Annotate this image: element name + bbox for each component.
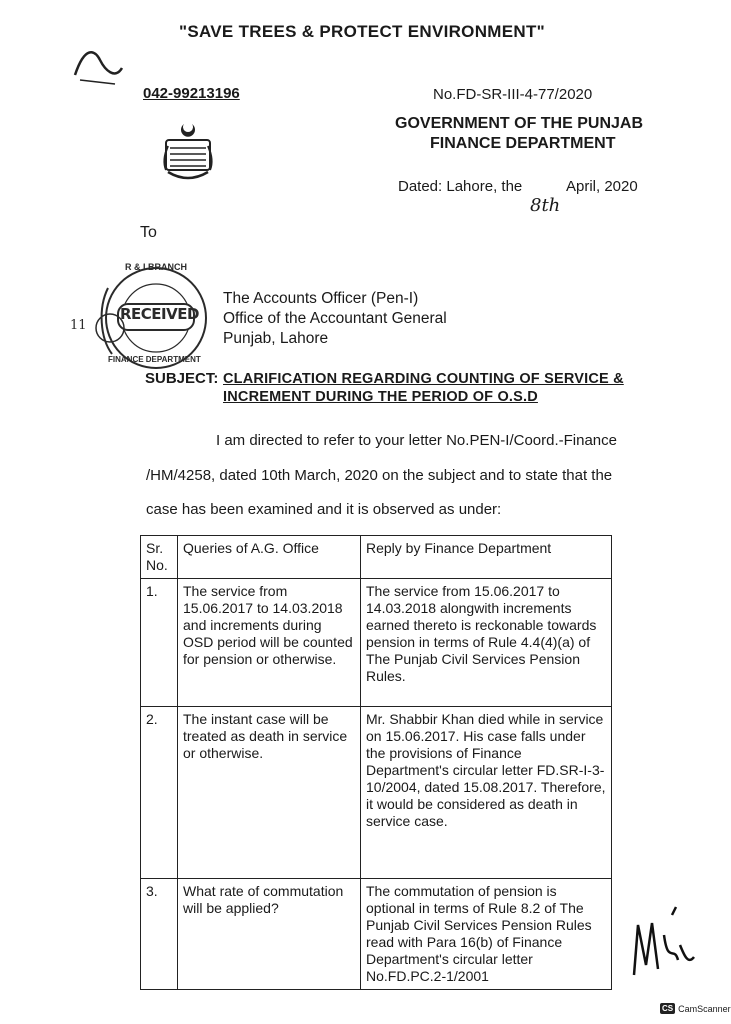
row-sr-no: 3. <box>141 879 178 990</box>
office-phone-number: 042-99213196 <box>143 85 240 102</box>
table-row <box>141 707 612 879</box>
table-row <box>141 879 612 990</box>
row-sr-no: 2. <box>141 707 178 879</box>
subject-line-2: INCREMENT DURING THE PERIOD OF O.S.D <box>223 389 538 405</box>
row-reply: The commutation of pension is optional in terms of Rule 8.2 of The Punjab Civil Services Pension Rules read with Para 16(b) of Finance Department's circular letter No.FD.PC.2-1/2001 <box>361 879 612 990</box>
camscanner-watermark <box>660 1003 731 1014</box>
handwritten-scribble-icon <box>70 40 130 90</box>
letter-reference-number: No.FD-SR-III-4-77/2020 <box>433 86 593 103</box>
header-sr-no: Sr. No. <box>141 536 178 579</box>
row-sr-no: 1. <box>141 579 178 707</box>
department-heading: FINANCE DEPARTMENT <box>430 135 616 152</box>
row-query: The service from 15.06.2017 to 14.03.2018 and increments during OSD period will be counted for pension or otherwise. <box>178 579 361 707</box>
date-month-year: April, 2020 <box>566 178 638 195</box>
stamp-received-text: RECEIVED <box>120 305 199 323</box>
addressee-line-1: The Accounts Officer (Pen-I) <box>223 290 419 307</box>
table-row <box>141 579 612 707</box>
row-query: What rate of commutation will be applied? <box>178 879 361 990</box>
date-label: Dated: Lahore, the <box>398 178 523 195</box>
subject-label: SUBJECT: <box>145 370 219 387</box>
document-motto: "SAVE TREES & PROTECT ENVIRONMENT" <box>178 22 546 41</box>
header-reply: Reply by Finance Department <box>361 536 612 579</box>
addressee-to-label: To <box>140 224 157 241</box>
stamp-handwritten-number: 11 <box>70 318 87 333</box>
stamp-ring-top-text: R & I BRANCH <box>125 262 187 272</box>
punjab-government-emblem-icon <box>160 120 216 186</box>
handwritten-day: 8th <box>530 195 561 216</box>
body-paragraph-line-3: case has been examined and it is observed as under: <box>146 501 502 518</box>
signature-scribble-icon <box>628 905 698 985</box>
camscanner-logo-icon: CS <box>662 1004 674 1013</box>
row-reply: Mr. Shabbir Khan died while in service on 15.06.2017. His case falls under the provisions of Finance Department's circular letter FD.SR-I-3-10/2004, dated 15.08.2017. Therefore, it would be considered as death in service case. <box>361 707 612 879</box>
queries-reply-table <box>140 535 612 990</box>
addressee-line-2: Office of the Accountant General <box>223 310 447 327</box>
row-reply: The service from 15.06.2017 to 14.03.2018 alongwith increments earned thereto is reckonable towards pension in terms of Rule 4.4(4)(a) of The Punjab Civil Services Pension Rules. <box>361 579 612 707</box>
header-queries: Queries of A.G. Office <box>178 536 361 579</box>
subject-line-1: CLARIFICATION REGARDING COUNTING OF SERVICE & <box>223 371 624 387</box>
camscanner-label: CamScanner <box>678 1003 731 1014</box>
body-paragraph-line-1: I am directed to refer to your letter No.PEN-I/Coord.-Finance <box>216 432 617 449</box>
table-header-row <box>141 536 612 579</box>
row-query: The instant case will be treated as death in service or otherwise. <box>178 707 361 879</box>
body-paragraph-line-2: /HM/4258, dated 10th March, 2020 on the subject and to state that the <box>146 467 613 484</box>
stamp-ring-bottom-text: FINANCE DEPARTMENT <box>108 355 201 364</box>
government-heading: GOVERNMENT OF THE PUNJAB <box>395 115 644 132</box>
addressee-line-3: Punjab, Lahore <box>223 330 329 347</box>
